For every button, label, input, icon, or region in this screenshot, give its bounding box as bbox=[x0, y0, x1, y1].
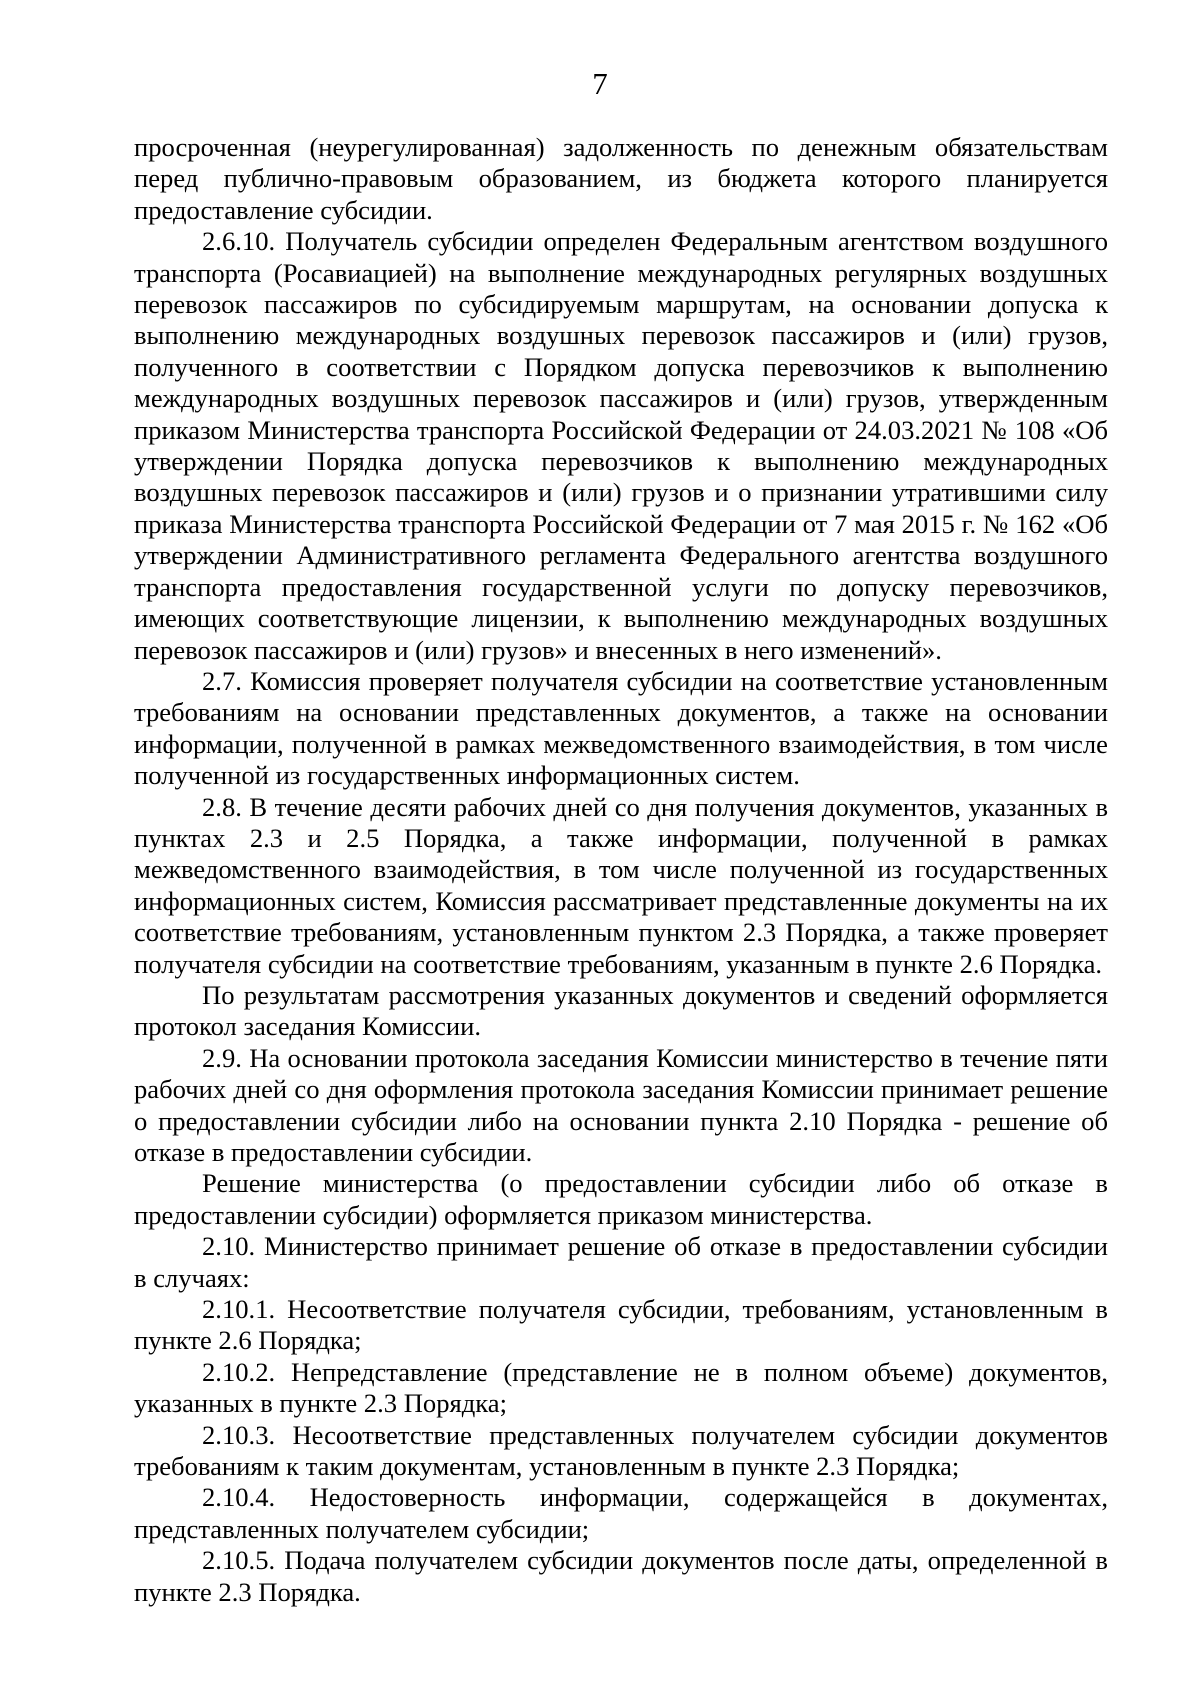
document-body bbox=[134, 132, 1108, 1608]
paragraph-2-8-result: По результатам рассмотрения указанных документов и сведений оформляется протокол заседания Комиссии. bbox=[134, 979, 1108, 1042]
paragraph-2-10-5: 2.10.5. Подача получателем субсидии документов после даты, определенной в пункте 2.3 Порядка. bbox=[134, 1545, 1108, 1607]
paragraph-2-10-2: 2.10.2. Непредставление (представление не в полном объеме) документов, указанных в пункте 2.3 Порядка; bbox=[134, 1356, 1108, 1419]
paragraph-2-10: 2.10. Министерство принимает решение об отказе в предоставлении субсидии в случаях: bbox=[134, 1231, 1108, 1293]
paragraph-2-10-1: 2.10.1. Несоответствие получателя субсидии, требованиям, установленным в пункте 2.6 Порядка; bbox=[134, 1294, 1108, 1356]
paragraph-2-6-10: 2.6.10. Получатель субсидии определен Федеральным агентством воздушного транспорта (Росавиацией) на выполнение международных регулярных воздушных перевозок пассажиров по субсидируемым маршрутам, на основании допуска к выполнению международных воздушных перевозок пассажиров и (или) грузов, полученного в соответствии с Порядком допуска перевозчиков к выполнению международных воздушных перевозок пассажиров и (или) грузов, утвержденным приказом Министерства транспорта Российской Федерации от 24.03.2021 № 108 «Об утверждении Порядка допуска перевозчиков к выполнению международных воздушных перевозок пассажиров и (или) грузов и о признании утратившими силу приказа Министерства транспорта Российской Федерации от 7 мая 2015 г. № 162 «Об утверждении Административного регламента Федерального агентства воздушного транспорта предоставления государственной услуги по допуску перевозчиков, имеющих соответствующие лицензии, к выполнению международных воздушных перевозок пассажиров и (или) грузов» и внесенных в него изменений». bbox=[134, 226, 1108, 665]
paragraph-2-9-decision: Решение министерства (о предоставлении субсидии либо об отказе в предоставлении субсидии) оформляется приказом министерства. bbox=[134, 1168, 1108, 1230]
paragraph-2-7: 2.7. Комиссия проверяет получателя субсидии на соответствие установленным требованиям на основании представленных документов, а также на основании информации, полученной в рамках межведомственного взаимодействия, в том числе полученной из государственных информационных систем. bbox=[134, 665, 1108, 791]
paragraph-continuation: просроченная (неурегулированная) задолженность по денежным обязательствам перед публично-правовым образованием, из бюджета которого планируется предоставление субсидии. bbox=[134, 132, 1108, 225]
page-number: 7 bbox=[592, 66, 608, 101]
paragraph-2-8: 2.8. В течение десяти рабочих дней со дня получения документов, указанных в пунктах 2.3 и 2.5 Порядка, а также информации, полученной в рамках межведомственного взаимодействия, в том числе полученной из государственных информационных систем, Комиссия рассматривает представленные документы на их соответствие требованиям, установленным пунктом 2.3 Порядка, а также проверяет получателя субсидии на соответствие требованиям, указанным в пункте 2.6 Порядка. bbox=[134, 791, 1108, 979]
paragraph-2-9: 2.9. На основании протокола заседания Комиссии министерство в течение пяти рабочих дней со дня оформления протокола заседания Комиссии принимает решение о предоставлении субсидии либо на основании пункта 2.10 Порядка - решение об отказе в предоставлении субсидии. bbox=[134, 1042, 1108, 1167]
paragraph-2-10-4: 2.10.4. Недостоверность информации, содержащейся в документах, представленных получателем субсидии; bbox=[134, 1482, 1108, 1544]
paragraph-2-10-3: 2.10.3. Несоответствие представленных получателем субсидии документов требованиям к таким документам, установленным в пункте 2.3 Порядка; bbox=[134, 1419, 1108, 1482]
